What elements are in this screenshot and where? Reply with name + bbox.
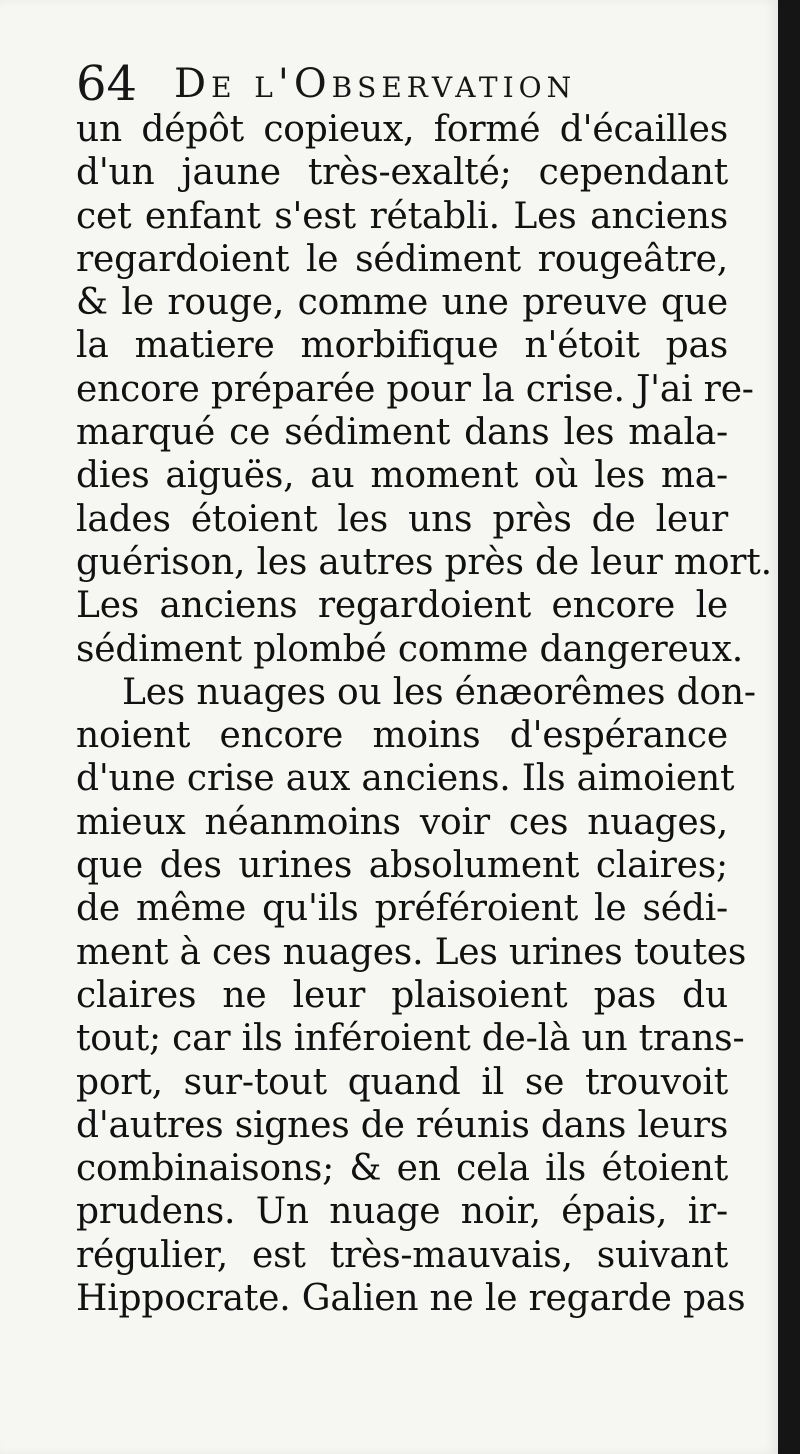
text-line: d'une crise aux anciens. Ils aimoient [76,758,735,800]
running-title: De l'Observation [174,61,577,107]
text-line: Les anciens regardoient encore le [76,585,728,627]
text-line: cet enfant s'est rétabli. Les anciens [76,195,728,237]
text-line: claires ne leur plaisoient pas du [76,974,728,1016]
text-line: ment à ces nuages. Les urines toutes [76,931,747,973]
text-line: dies aiguës, au moment où les ma- [76,455,728,497]
page-number: 64 [76,56,138,112]
text-line: mieux néanmoins voir ces nuages, [76,801,728,843]
text-line: & le rouge, comme une preuve que [76,282,728,324]
text-line: que des urines absolument claires; [76,845,728,887]
text-line: régulier, est très-mauvais, suivant [76,1234,728,1276]
text-line: lades étoient les uns près de leur [76,498,728,540]
text-line: de même qu'ils préféroient le sédi- [76,888,728,930]
text-line: guérison, les autres près de leur mort. [76,541,772,583]
body-text [76,108,772,1320]
page-header [76,56,726,112]
text-line: encore préparée pour la crise. J'ai re- [76,368,754,410]
text-line: noient encore moins d'espérance [76,715,728,757]
text-line: sédiment plombé comme dangereux. [76,628,743,670]
text-line: regardoient le sédiment rougeâtre, [76,238,728,280]
text-line: combinaisons; & en cela ils étoient [76,1148,728,1190]
text-line: Hippocrate. Galien ne le regarde pas [76,1278,746,1320]
text-line: un dépôt copieux, formé d'écailles [76,109,728,150]
text-line: d'un jaune très-exalté; cependant [76,152,728,194]
paragraph-start-line: Les nuages ou les énæorêmes don- [122,671,756,713]
text-line: tout; car ils inféroient de-là un trans- [76,1018,745,1060]
scan-dark-edge [778,0,800,1454]
text-line: prudens. Un nuage noir, épais, ir- [76,1191,728,1233]
text-line: la matiere morbifique n'étoit pas [76,325,728,367]
text-line: d'autres signes de réunis dans leurs [76,1104,729,1146]
text-line: marqué ce sédiment dans les mala- [76,412,728,454]
text-line: port, sur-tout quand il se trouvoit [76,1061,728,1103]
